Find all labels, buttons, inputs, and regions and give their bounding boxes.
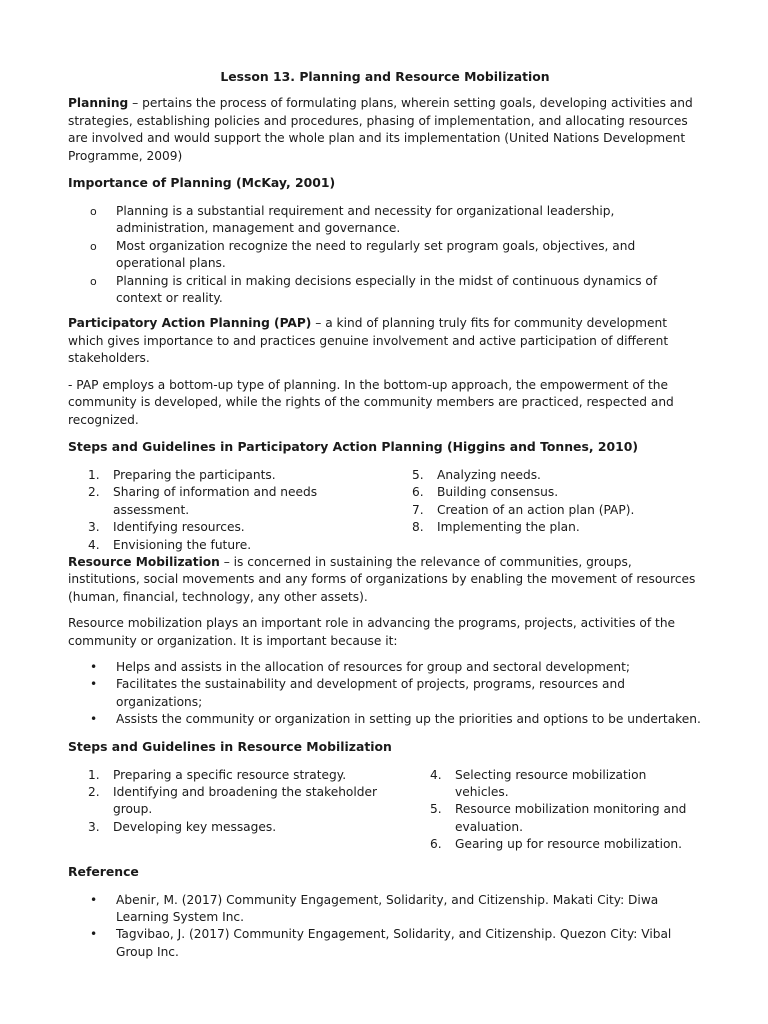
pap-paragraph [68,315,702,367]
resource-mobilization-term: Resource Mobilization [68,554,220,569]
step-number: 5. [430,802,442,817]
step-number: 2. [88,485,100,500]
step-text: Creation of an action plan (PAP). [437,502,635,517]
step-text: Resource mobilization monitoring and evaluation. [455,802,687,834]
step-number: 5. [412,467,424,482]
list-item [68,767,410,784]
pap-steps-columns [68,467,702,554]
rm-steps-right [410,767,702,854]
step-number: 3. [88,520,100,535]
step-text: Selecting resource mobilization vehicles. [455,767,647,799]
step-text: Envisioning the future. [113,537,252,552]
list-item [392,502,702,519]
list-item: • Facilitates the sustainability and development of projects, programs, resources and organizations; [68,676,702,711]
list-item [68,467,392,484]
pap-steps-left [68,467,392,554]
pap-steps-heading: Steps and Guidelines in Participatory Action Planning (Higgins and Tonnes, 2010) [68,438,639,454]
step-number: 7. [412,502,424,517]
step-number: 4. [88,537,100,552]
step-text: Sharing of information and needs assessment. [113,485,318,517]
list-item: • Helps and assists in the allocation of resources for group and sectoral development; [68,659,702,676]
reference-heading: Reference [68,863,139,879]
resource-mobilization-definition: – is concerned in sustaining the relevance of communities, groups, institutions, social movements and any forms of organizations by enabling the movement of resources (human, financial, technology, any other assets). [68,554,696,604]
list-item: o Planning is critical in making decisions especially in the midst of continuous dynamics of context or reality. [68,273,702,308]
reference-list [68,892,702,962]
step-text: Developing key messages. [113,819,277,834]
lesson-title: Lesson 13. Planning and Resource Mobilization [220,69,550,84]
step-text: Analyzing needs. [437,467,541,482]
importance-list [68,203,702,307]
list-item [410,801,702,836]
step-text: Preparing a specific resource strategy. [113,767,347,782]
list-item: • Tagvibao, J. (2017) Community Engagement, Solidarity, and Citizenship. Quezon City: Vibal Group Inc. [68,926,702,961]
list-item [68,519,392,536]
step-number: 2. [88,785,100,799]
list-item [68,819,410,836]
list-item: o Planning is a substantial requirement and necessity for organizational leadership, administration, management and governance. [68,203,702,238]
list-item: o Most organization recognize the need to regularly set program goals, objectives, and operational plans. [68,238,702,273]
resource-mobilization-list [68,659,702,729]
list-item [392,519,702,536]
list-item: • Assists the community or organization in setting up the priorities and options to be undertaken. [68,711,702,728]
resource-mobilization-paragraph [68,554,702,606]
rm-steps-columns [68,767,702,854]
step-number: 6. [430,837,442,852]
step-number: 8. [412,520,424,535]
list-item: • Abenir, M. (2017) Community Engagement, Solidarity, and Citizenship. Makati City: Diwa Learning System Inc. [68,892,702,927]
resource-mobilization-intro: Resource mobilization plays an important role in advancing the programs, projects, activities of the community or organization. It is important because it: [68,616,676,648]
list-item [410,836,702,853]
list-item [410,767,702,802]
step-text: Gearing up for resource mobilization. [455,837,683,852]
pap-steps-right [392,467,702,554]
planning-paragraph [68,95,702,165]
step-number: 3. [88,819,100,834]
rm-steps-left [68,767,410,854]
step-number: 1. [88,467,100,482]
list-item [68,537,392,554]
step-text: Implementing the plan. [437,520,580,535]
importance-heading: Importance of Planning (McKay, 2001) [68,175,336,191]
step-text: Identifying and broadening the stakeholder group. [113,785,378,817]
list-item [68,484,392,519]
step-number: 4. [430,767,442,782]
step-number: 6. [412,485,424,500]
planning-definition: – pertains the process of formulating plans, wherein setting goals, developing activities and strategies, establishing policies and procedures, phasing of implementation, and allocating resources are involved and would support the whole plan and its implementation (United Nations Development Programme, 2009) [68,96,693,163]
step-text: Preparing the participants. [113,467,276,482]
step-text: Identifying resources. [113,520,245,535]
pap-note: - PAP employs a bottom-up type of planning. In the bottom-up approach, the empowerment of the community is developed, while the rights of the community members are practiced, respected and recognized. [68,377,674,427]
step-number: 1. [88,767,100,782]
list-item [392,467,702,484]
pap-definition: – a kind of planning truly fits for community development which gives importance to and practices genuine involvement and active participation of different stakeholders. [68,316,669,366]
list-item [68,784,410,819]
pap-term: Participatory Action Planning (PAP) [68,316,312,331]
step-text: Building consensus. [437,485,559,500]
rm-steps-heading: Steps and Guidelines in Resource Mobilization [68,738,392,754]
planning-term: Planning [68,96,129,111]
list-item [392,484,702,501]
